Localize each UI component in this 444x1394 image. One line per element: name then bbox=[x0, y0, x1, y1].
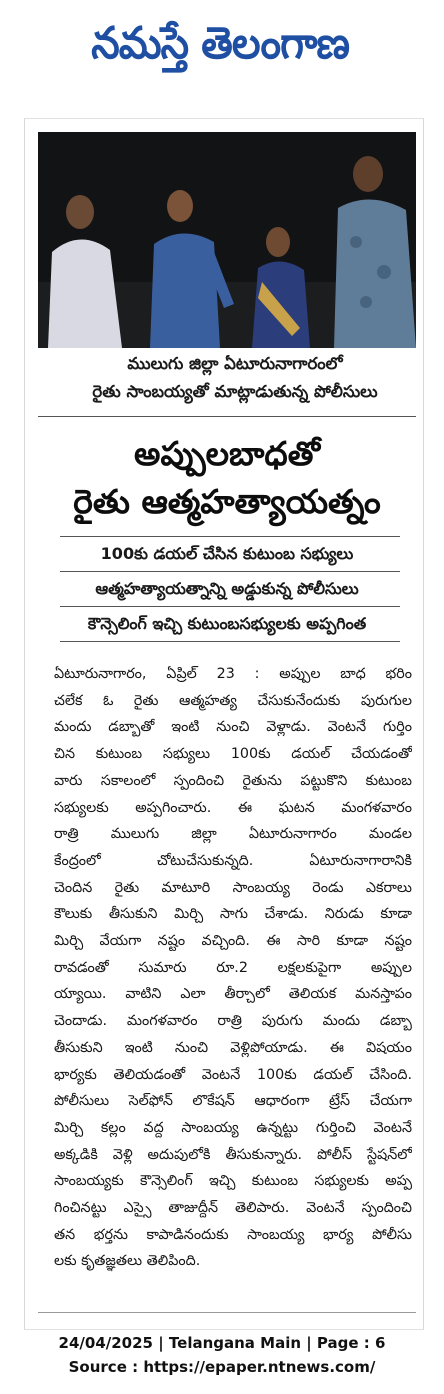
divider bbox=[60, 641, 400, 642]
photo-caption-line: రైతు సాంబయ్యతో మాట్లాడుతున్న పోలీసులు bbox=[92, 382, 378, 401]
article-body-line: కేంద్రంలో చోటుచేసుకున్నది. ఏటూరునాగారానికి bbox=[54, 852, 412, 869]
divider bbox=[60, 571, 400, 572]
article-body-line: చెందాడు. మంగళవారం రాత్రి పురుగు మందు డబ్బా bbox=[54, 1013, 412, 1030]
article-body-line: రావడంతో సుమారు రూ.2 లక్షలకుపైగా అప్పుల bbox=[54, 959, 412, 976]
article-body-line: సాంబయ్యకు కౌన్సెలింగ్ ఇచ్చి కుటుంబ సభ్యులకు అప్ప bbox=[54, 1173, 412, 1190]
article-body-line: మిర్చి వేయగా నష్టం వచ్చింది. ఈ సారి కూడా నష్టం bbox=[54, 933, 412, 950]
divider bbox=[38, 1312, 416, 1313]
deck-line: ఆత్మహత్యాయత్నాన్ని అడ్డుకున్న పోలీసులు bbox=[95, 579, 359, 598]
article-body-line: మందు డబ్బాతో ఇంటి నుంచి వెళ్లాడు. వెంటనే గుర్తిం bbox=[54, 719, 412, 736]
article-body-line: చలేక ఓ రైతు ఆత్మహత్య చేసుకునేందుకు పురుగుల bbox=[54, 692, 412, 709]
divider bbox=[60, 606, 400, 607]
article-body-line: అక్కడికి వెళ్లి అదుపులోకి తీసుకున్నారు. పోలీస్ స్టేషన్‌లో bbox=[54, 1146, 412, 1163]
article-body-line: వారు సకాలంలో స్పందించి రైతును పట్టుకొని కుటుంబ bbox=[54, 772, 412, 789]
article-body-line: రాత్రి ములుగు జిల్లా ఏటూరునాగారం మండల bbox=[54, 826, 412, 843]
headline-line: రైతు ఆత్మహత్యాయత్నం bbox=[73, 482, 381, 521]
headline-line: అప్పులబాధతో bbox=[134, 434, 320, 473]
article-body-line: కౌలుకు తీసుకుని మిర్చి సాగు చేశాడు. నిరుడు కూడా bbox=[54, 906, 412, 923]
article-body-line: ఏటూరునాగారం, ఏప్రిల్ 23 : అప్పుల బాధ భరిం bbox=[54, 666, 412, 682]
divider bbox=[60, 536, 400, 537]
article-body-line: చిన కుటుంబ సభ్యులు 100కు డయల్ చేయడంతో bbox=[54, 746, 412, 763]
article-body-line: మిర్చి కల్లం వద్ద సాంబయ్య ఉన్నట్టు గుర్తించి వెంటనే bbox=[54, 1119, 412, 1136]
headline bbox=[38, 430, 416, 526]
masthead-title: నమస్తే తెలంగాణ bbox=[91, 18, 349, 69]
photo-caption-line: ములుగు జిల్లా ఏటూరునాగారంలో bbox=[127, 354, 343, 373]
divider bbox=[38, 416, 416, 417]
article-body-line: భార్యకు తెలియడంతో వెంటనే 100కు డయల్ చేసింది. bbox=[54, 1066, 412, 1083]
deck-line: కౌన్సెలింగ్ ఇచ్చి కుటుంబసభ్యులకు అప్పగింత bbox=[87, 614, 367, 633]
article-body-line: తీసుకుని ఇంటి నుంచి వెళ్లిపోయాడు. ఈ విషయం bbox=[54, 1039, 412, 1056]
article-body bbox=[54, 661, 412, 1275]
article-body-line: గించినట్టు ఎస్సై తాజుద్దీన్ తెలిపారు. వెంటనే స్పందించి bbox=[54, 1200, 412, 1217]
article-body-line: య్యాయి. వాటిని ఎలా తీర్చాలో తెలియక మనస్తాపం bbox=[54, 986, 412, 1003]
footer-source: Source : https://epaper.ntnews.com/ bbox=[68, 1358, 376, 1376]
article-body-line: పోలీసులు సెల్‌ఫోన్ లొకేషన్ ఆధారంగా ట్రేస్ చేయగా bbox=[54, 1093, 412, 1110]
news-photo-illustration bbox=[38, 132, 416, 348]
masthead bbox=[14, 4, 426, 84]
article-body-line: తన భర్తను కాపాడినందుకు సాంబయ్య భార్య పోలీసు bbox=[54, 1226, 412, 1243]
deck-line: 100కు డయల్ చేసిన కుటుంబ సభ్యులు bbox=[100, 544, 354, 563]
article-body-line: సభ్యులకు అప్పగించారు. ఈ ఘటన మంగళవారం bbox=[54, 799, 412, 816]
article-body-line: చెందిన రైతు మాటూరి సాంబయ్య రెండు ఎకరాలు bbox=[54, 879, 412, 896]
article-body-line: లకు కృతజ్ఞతలు తెలిపింది. bbox=[54, 1253, 201, 1270]
photo-caption bbox=[60, 350, 410, 406]
footer-date-page: 24/04/2025 | Telangana Main | Page : 6 bbox=[58, 1334, 386, 1352]
news-photo bbox=[38, 132, 416, 348]
